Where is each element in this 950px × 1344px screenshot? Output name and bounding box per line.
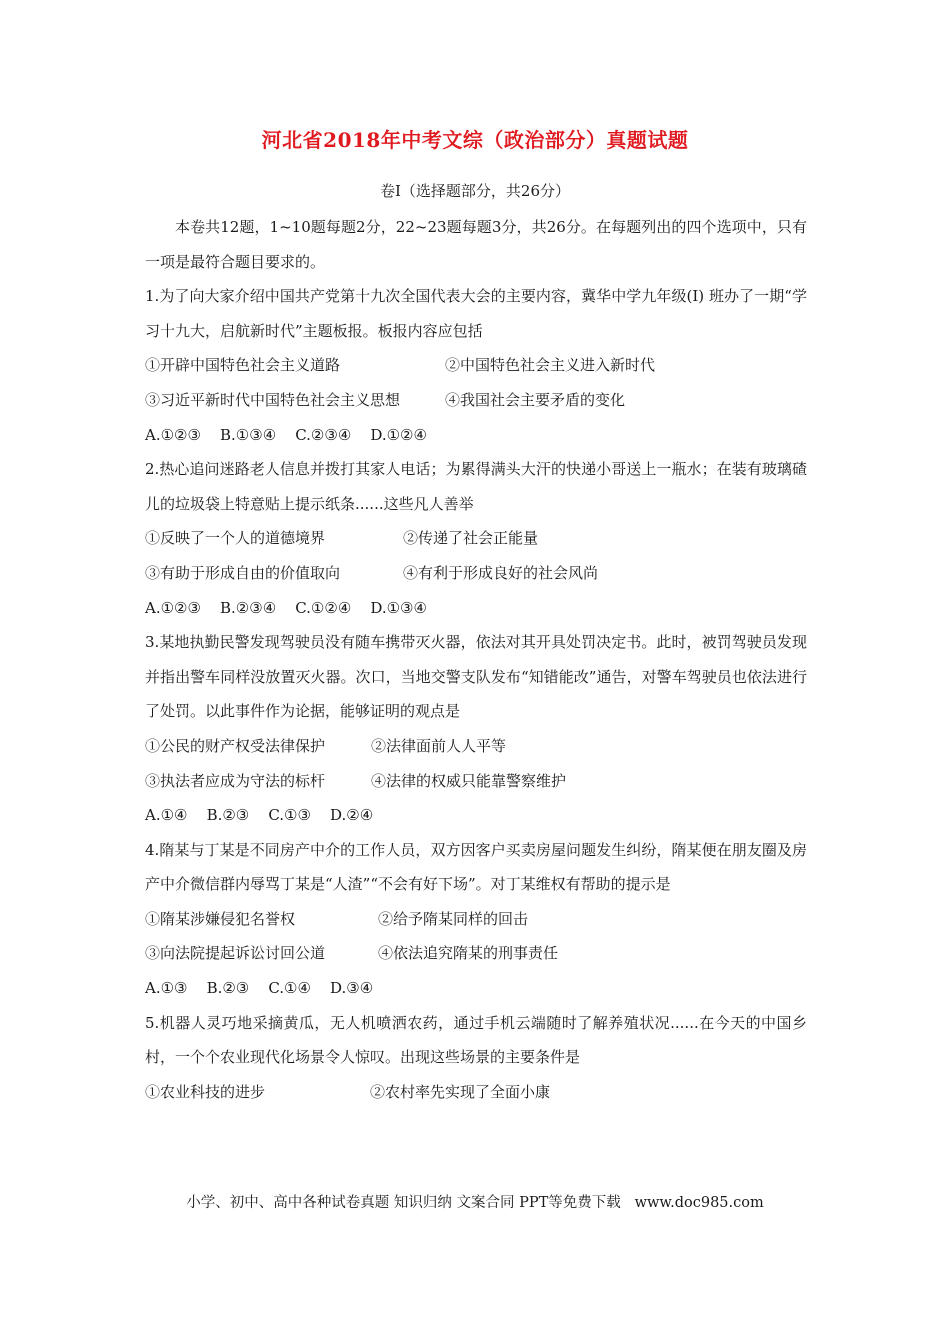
question [145,625,807,833]
option: ①公民的财产权受法律保护 [145,736,326,755]
option-row [145,902,807,937]
option: ④有利于形成良好的社会风尚 [403,563,599,582]
option-row [145,1075,807,1110]
instructions: 本卷共12题，1~10题每题2分，22~23题每题3分，共26分。在每题列出的四个选项中，只有一项是最符合题目要求的。 [145,218,807,271]
answer-choices: A.①④ B.②③ C.①③ D.②④ [145,806,374,825]
option-row [145,383,807,418]
page-footer: 小学、初中、高中各种试卷真题 知识归纳 文案合同 PPT等免费下载 www.doc985.com [186,1195,764,1211]
option: ②给予隋某同样的回击 [378,909,529,928]
option: ③有助于形成自由的价值取向 [145,563,341,582]
option-row [145,764,807,799]
question [145,1006,807,1110]
exam-body [145,210,807,1109]
option-row [145,521,807,556]
option: ①反映了一个人的道德境界 [145,529,326,548]
page-title: 河北省2018年中考文综（政治部分）真题试题 [261,128,689,152]
option: ②传递了社会正能量 [403,529,539,548]
option-row [145,556,807,591]
option: ②中国特色社会主义进入新时代 [445,356,656,375]
question [145,279,807,452]
question [145,452,807,625]
question-stem: 1.为了向大家介绍中国共产党第十九次全国代表大会的主要内容，冀华中学九年级(I) 班办了一期“学习十九大，启航新时代”主题板报。板报内容应包括 [145,287,807,340]
option-row [145,936,807,971]
question-stem: 2.热心追问迷路老人信息并拨打其家人电话；为累得满头大汗的快递小哥送上一瓶水；在装有玻璃碴儿的垃圾袋上特意贴上提示纸条......这些凡人善举 [145,460,807,513]
option: ③向法院提起诉讼讨回公道 [145,944,326,963]
option: ③习近平新时代中国特色社会主义思想 [145,390,401,409]
question-stem: 5.机器人灵巧地采摘黄瓜，无人机喷洒农药，通过手机云端随时了解养殖状况......在今天的中国乡村，一个个农业现代化场景令人惊叹。出现这些场景的主要条件是 [145,1013,807,1067]
option: ①隋某涉嫌侵犯名誉权 [145,909,296,928]
question [145,833,807,1006]
section-subtitle: 卷Ⅰ（选择题部分，共26分） [379,182,570,200]
option: ②农村率先实现了全面小康 [370,1082,551,1101]
answer-choices: A.①②③ B.②③④ C.①②④ D.①③④ [145,598,427,617]
answer-choices: A.①②③ B.①③④ C.②③④ D.①②④ [145,425,427,444]
option: ④法律的权威只能靠警察维护 [371,771,567,790]
option: ④我国社会主要矛盾的变化 [445,390,626,409]
option-row [145,348,807,383]
option: ①开辟中国特色社会主义道路 [145,356,341,375]
question-stem: 4.隋某与丁某是不同房产中介的工作人员，双方因客户买卖房屋问题发生纠纷，隋某便在朋友圈及房产中介微信群内辱骂丁某是“人渣”“不会有好下场”。对丁某维权有帮助的提示是 [145,840,807,894]
option-row [145,729,807,764]
option: ③执法者应成为守法的标杆 [145,771,326,790]
answer-choices: A.①③ B.②③ C.①④ D.③④ [145,979,374,998]
option: ④依法追究隋某的刑事责任 [378,944,559,963]
option: ①农业科技的进步 [145,1082,266,1101]
option: ②法律面前人人平等 [371,736,507,755]
question-stem: 3.某地执勤民警发现驾驶员没有随车携带灭火器，依法对其开具处罚决定书。此时，被罚驾驶员发现并指出警车同样没放置灭火器。次口，当地交警支队发布“知错能改”通告，对警车驾驶员也依法进行了处罚。以此事件作为论据，能够证明的观点是 [145,633,807,721]
